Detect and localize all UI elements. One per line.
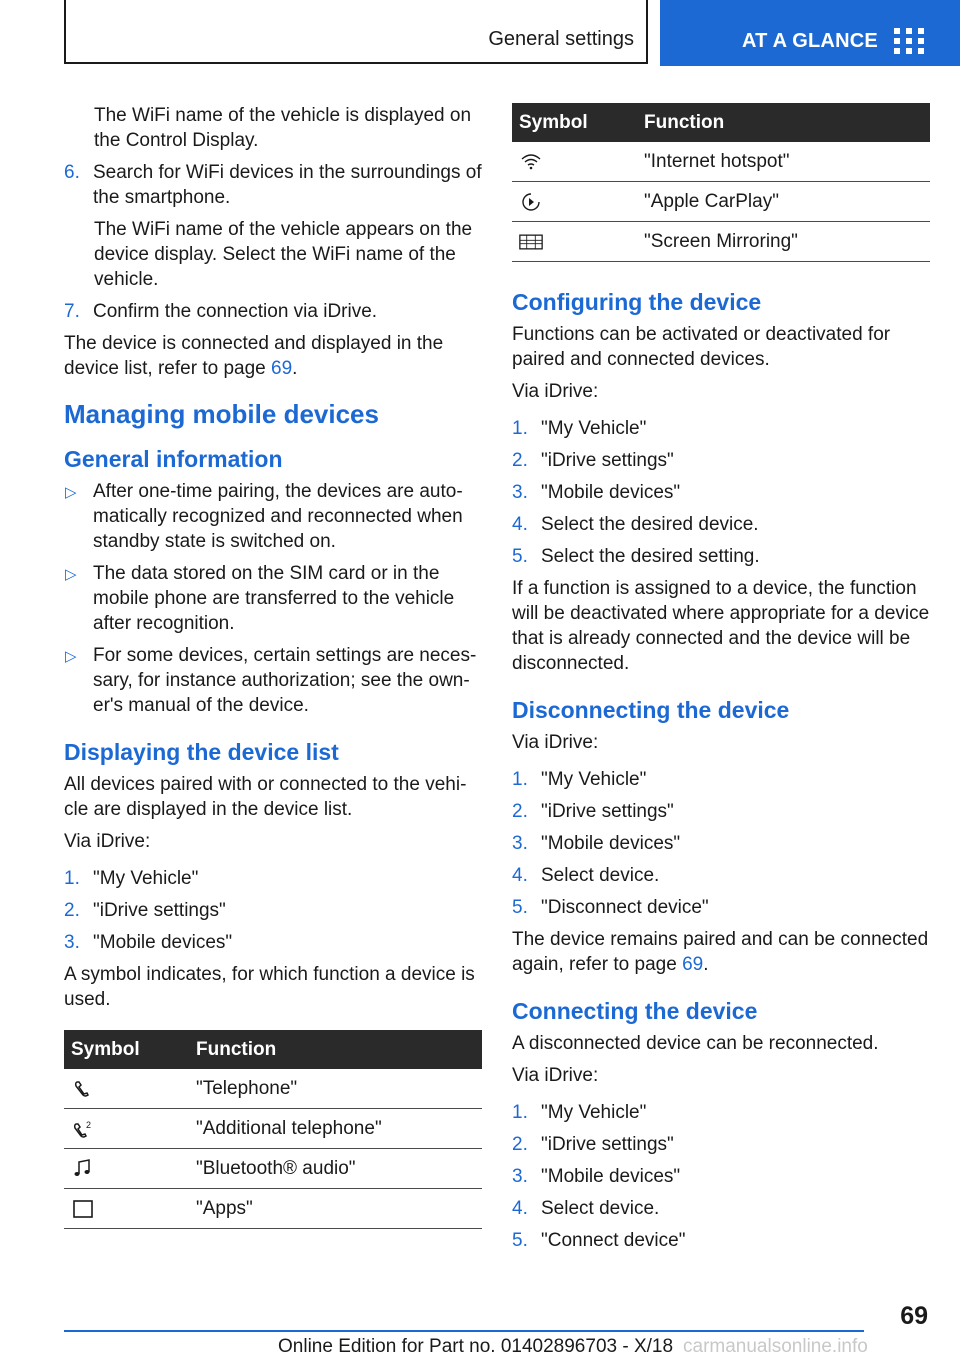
list-item bbox=[512, 831, 930, 856]
screen-mirroring-icon bbox=[519, 232, 543, 252]
list-item bbox=[64, 160, 482, 210]
list-text: "Mobile devices" bbox=[541, 482, 681, 503]
config-note: If a function is assigned to a device, the function will be deactivated where appropriate for a device that is already connected and the device will be disconnected. bbox=[512, 578, 930, 674]
list-item bbox=[64, 299, 482, 324]
list-item bbox=[512, 799, 930, 824]
symbol-text: A symbol indicates, for which function a device is used. bbox=[64, 964, 475, 1010]
list-number: 2. bbox=[512, 801, 528, 822]
list-text: "iDrive settings" bbox=[541, 801, 674, 822]
triangle-bullet-icon: ▷ bbox=[65, 566, 77, 583]
table-row bbox=[64, 1069, 482, 1109]
connected-end: . bbox=[292, 358, 298, 379]
watermark: carmanualsonline.info bbox=[683, 1336, 868, 1357]
list-item bbox=[512, 480, 930, 505]
list-number: 1. bbox=[64, 868, 80, 889]
bullet-text: The data stored on the SIM card or in the mobile phone are transferred to the vehicle after recognition. bbox=[93, 563, 455, 634]
list-text: "Mobile devices" bbox=[541, 1166, 681, 1187]
list-number: 1. bbox=[512, 769, 528, 790]
table-row bbox=[64, 1109, 482, 1149]
list-number: 5. bbox=[512, 897, 528, 918]
chapter-tab[interactable] bbox=[660, 0, 960, 66]
list-number: 3. bbox=[64, 932, 80, 953]
col-function: Function bbox=[186, 1030, 482, 1069]
disconnect-end: . bbox=[703, 954, 709, 975]
via-idrive: Via iDrive: bbox=[512, 381, 599, 402]
footer-rule bbox=[64, 1330, 864, 1332]
table-header-row bbox=[512, 103, 930, 142]
heading-displaying: Displaying the device list bbox=[64, 739, 339, 765]
function-cell: "Bluetooth® audio" bbox=[186, 1149, 482, 1189]
page-link[interactable]: 69 bbox=[271, 358, 293, 379]
function-cell: "Telephone" bbox=[186, 1069, 482, 1109]
configuring-text: Functions can be activated or deactivated for paired and connected devices. bbox=[512, 324, 891, 370]
list-text: "My Vehicle" bbox=[541, 418, 647, 439]
list-text: Select the desired setting. bbox=[541, 546, 760, 567]
list-text: "iDrive settings" bbox=[93, 900, 226, 921]
function-cell: "Additional telephone" bbox=[186, 1109, 482, 1149]
list-text: Select device. bbox=[541, 1198, 660, 1219]
list-item bbox=[512, 1196, 930, 1221]
step5-continuation: The WiFi name of the vehicle is displayed on the Control Display. bbox=[94, 105, 472, 151]
edition-text: Online Edition for Part no. 01402896703 - X/18 bbox=[278, 1336, 674, 1357]
function-cell: "Apps" bbox=[186, 1189, 482, 1229]
via-idrive: Via iDrive: bbox=[512, 732, 599, 753]
disconnect-text: The device remains paired and can be connected again, refer to page bbox=[512, 929, 929, 975]
telephone-icon bbox=[71, 1079, 95, 1099]
symbol-table-right bbox=[512, 103, 930, 262]
list-item bbox=[512, 544, 930, 569]
list-text: Select device. bbox=[541, 865, 660, 886]
list-item bbox=[64, 866, 482, 891]
list-text: "Connect device" bbox=[541, 1230, 686, 1251]
heading-configuring: Configuring the device bbox=[512, 289, 762, 315]
list-text: "iDrive settings" bbox=[541, 1134, 674, 1155]
list-number: 2. bbox=[512, 1134, 528, 1155]
step6-continuation: The WiFi name of the vehicle appears on the device display. Select the WiFi name of the vehicle. bbox=[94, 219, 473, 290]
grid-menu-icon[interactable] bbox=[894, 28, 924, 54]
function-cell: "Apple CarPlay" bbox=[634, 182, 930, 222]
list-item bbox=[64, 930, 482, 955]
heading-general-information: General information bbox=[64, 446, 283, 472]
table-row bbox=[512, 142, 930, 182]
section-title: General settings bbox=[488, 28, 634, 50]
list-text: "My Vehicle" bbox=[541, 769, 647, 790]
col-function: Function bbox=[634, 103, 930, 142]
list-number: 7. bbox=[64, 301, 80, 322]
connecting-text: A disconnected device can be reconnected. bbox=[512, 1033, 879, 1054]
list-item bbox=[512, 863, 930, 888]
list-text: "Mobile devices" bbox=[93, 932, 233, 953]
function-cell: "Screen Mirroring" bbox=[634, 222, 930, 262]
bullet-item bbox=[64, 643, 482, 718]
list-text: Select the desired device. bbox=[541, 514, 759, 535]
bullet-text: After one-time pairing, the devices are automatically recognized and reconnected when standby state is switched on. bbox=[93, 481, 463, 552]
list-item bbox=[512, 416, 930, 441]
displaying-text: All devices paired with or connected to the vehicle are displayed in the device list. bbox=[64, 774, 467, 820]
col-symbol: Symbol bbox=[512, 103, 634, 142]
list-number: 3. bbox=[512, 1166, 528, 1187]
list-number: 1. bbox=[512, 1102, 528, 1123]
list-number: 5. bbox=[512, 546, 528, 567]
wifi-icon bbox=[519, 152, 543, 172]
via-idrive: Via iDrive: bbox=[512, 1065, 599, 1086]
table-row bbox=[512, 222, 930, 262]
col-symbol: Symbol bbox=[64, 1030, 186, 1069]
triangle-bullet-icon: ▷ bbox=[65, 484, 77, 501]
list-item bbox=[64, 898, 482, 923]
list-text: "My Vehicle" bbox=[541, 1102, 647, 1123]
music-note-icon bbox=[71, 1159, 95, 1179]
list-item bbox=[512, 1228, 930, 1253]
apps-icon bbox=[71, 1199, 95, 1219]
connected-paragraph bbox=[64, 331, 482, 381]
disconnect-note bbox=[512, 927, 930, 977]
connected-text: The device is connected and displayed in the device list, refer to page bbox=[64, 333, 444, 379]
list-number: 6. bbox=[64, 162, 80, 183]
header-section-box bbox=[64, 0, 648, 64]
bullet-text: For some devices, certain settings are necessary, for instance authorization; see the owner's manual of the device. bbox=[93, 645, 477, 716]
via-idrive: Via iDrive: bbox=[64, 831, 151, 852]
bullet-item bbox=[64, 479, 482, 554]
list-number: 3. bbox=[512, 833, 528, 854]
list-text: Confirm the connection via iDrive. bbox=[93, 301, 378, 322]
list-text: Search for WiFi devices in the surroundings of the smartphone. bbox=[93, 162, 482, 208]
additional-telephone-icon bbox=[71, 1119, 95, 1139]
list-number: 2. bbox=[64, 900, 80, 921]
left-column bbox=[64, 103, 482, 1229]
list-item bbox=[512, 895, 930, 920]
page-number: 69 bbox=[900, 1302, 928, 1330]
table-row bbox=[64, 1189, 482, 1229]
list-number: 1. bbox=[512, 418, 528, 439]
list-item bbox=[512, 767, 930, 792]
table-row bbox=[64, 1149, 482, 1189]
list-text: "iDrive settings" bbox=[541, 450, 674, 471]
list-number: 4. bbox=[512, 514, 528, 535]
heading-disconnecting: Disconnecting the device bbox=[512, 697, 790, 723]
list-number: 4. bbox=[512, 1198, 528, 1219]
list-number: 3. bbox=[512, 482, 528, 503]
list-number: 2. bbox=[512, 450, 528, 471]
svg-text:2: 2 bbox=[86, 1119, 92, 1130]
right-column bbox=[512, 103, 930, 1260]
list-item bbox=[512, 1132, 930, 1157]
list-item bbox=[512, 512, 930, 537]
table-row bbox=[512, 182, 930, 222]
list-item bbox=[512, 1100, 930, 1125]
list-text: "My Vehicle" bbox=[93, 868, 199, 889]
chapter-title: AT A GLANCE bbox=[742, 30, 878, 52]
triangle-bullet-icon: ▷ bbox=[65, 648, 77, 665]
list-text: "Disconnect device" bbox=[541, 897, 709, 918]
carplay-icon bbox=[519, 192, 543, 212]
page-link[interactable]: 69 bbox=[682, 954, 704, 975]
list-text: "Mobile devices" bbox=[541, 833, 681, 854]
list-number: 5. bbox=[512, 1230, 528, 1251]
symbol-table-left bbox=[64, 1030, 482, 1229]
bullet-item bbox=[64, 561, 482, 636]
list-item bbox=[512, 1164, 930, 1189]
function-cell: "Internet hotspot" bbox=[634, 142, 930, 182]
list-number: 4. bbox=[512, 865, 528, 886]
table-header-row bbox=[64, 1030, 482, 1069]
heading-connecting: Connecting the device bbox=[512, 998, 758, 1024]
list-item bbox=[512, 448, 930, 473]
heading-managing: Managing mobile devices bbox=[64, 399, 379, 429]
